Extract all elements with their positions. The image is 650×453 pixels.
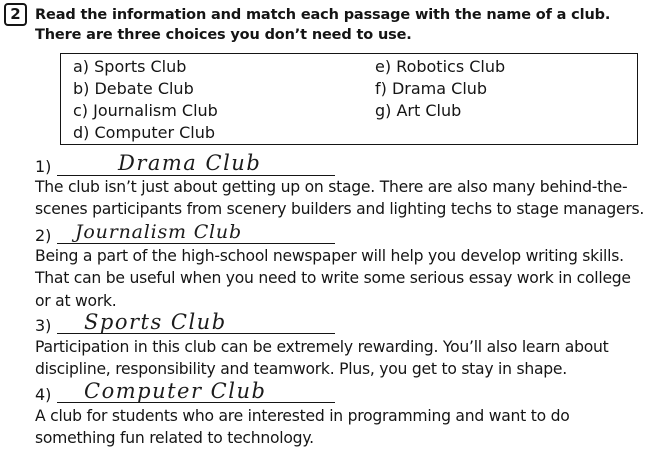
club-options-box [60, 53, 638, 145]
option-b: b) Debate Club [73, 79, 194, 98]
handwritten-answer-3: Sports Club [84, 310, 227, 334]
exercise-number: 2 [4, 3, 27, 26]
exercise-instruction: Read the information and match each passage with the name of a club. There are three choices you don’t need to use. [35, 7, 611, 43]
option-e: e) Robotics Club [375, 57, 506, 76]
passage-3: Participation in this club can be extremely rewarding. You’ll also learn about discipline, responsibility and teamwork. Plus, you get to stay in shape. [35, 338, 609, 379]
item-number-1: 1) [35, 157, 52, 176]
handwritten-answer-1: Drama Club [118, 151, 262, 175]
handwritten-answer-4: Computer Club [84, 379, 267, 403]
handwritten-answer-2: Journalism Club [75, 221, 242, 243]
item-number-4: 4) [35, 385, 52, 404]
option-d: d) Computer Club [73, 123, 216, 142]
passage-2: Being a part of the high-school newspaper will help you develop writing skills. That can be useful when you need to write some serious essay work in college or at work. [35, 247, 631, 310]
item-number-3: 3) [35, 316, 52, 335]
option-c: c) Journalism Club [73, 101, 218, 120]
passage-1: The club isn’t just about getting up on stage. There are also many behind-the-scenes participants from scenery builders and lighting techs to stage managers. [35, 178, 645, 219]
passage-4: A club for students who are interested in programming and want to do something fun related to technology. [35, 407, 570, 448]
option-a: a) Sports Club [73, 57, 187, 76]
option-g: g) Art Club [375, 101, 462, 120]
option-f: f) Drama Club [375, 79, 488, 98]
item-number-2: 2) [35, 226, 52, 245]
